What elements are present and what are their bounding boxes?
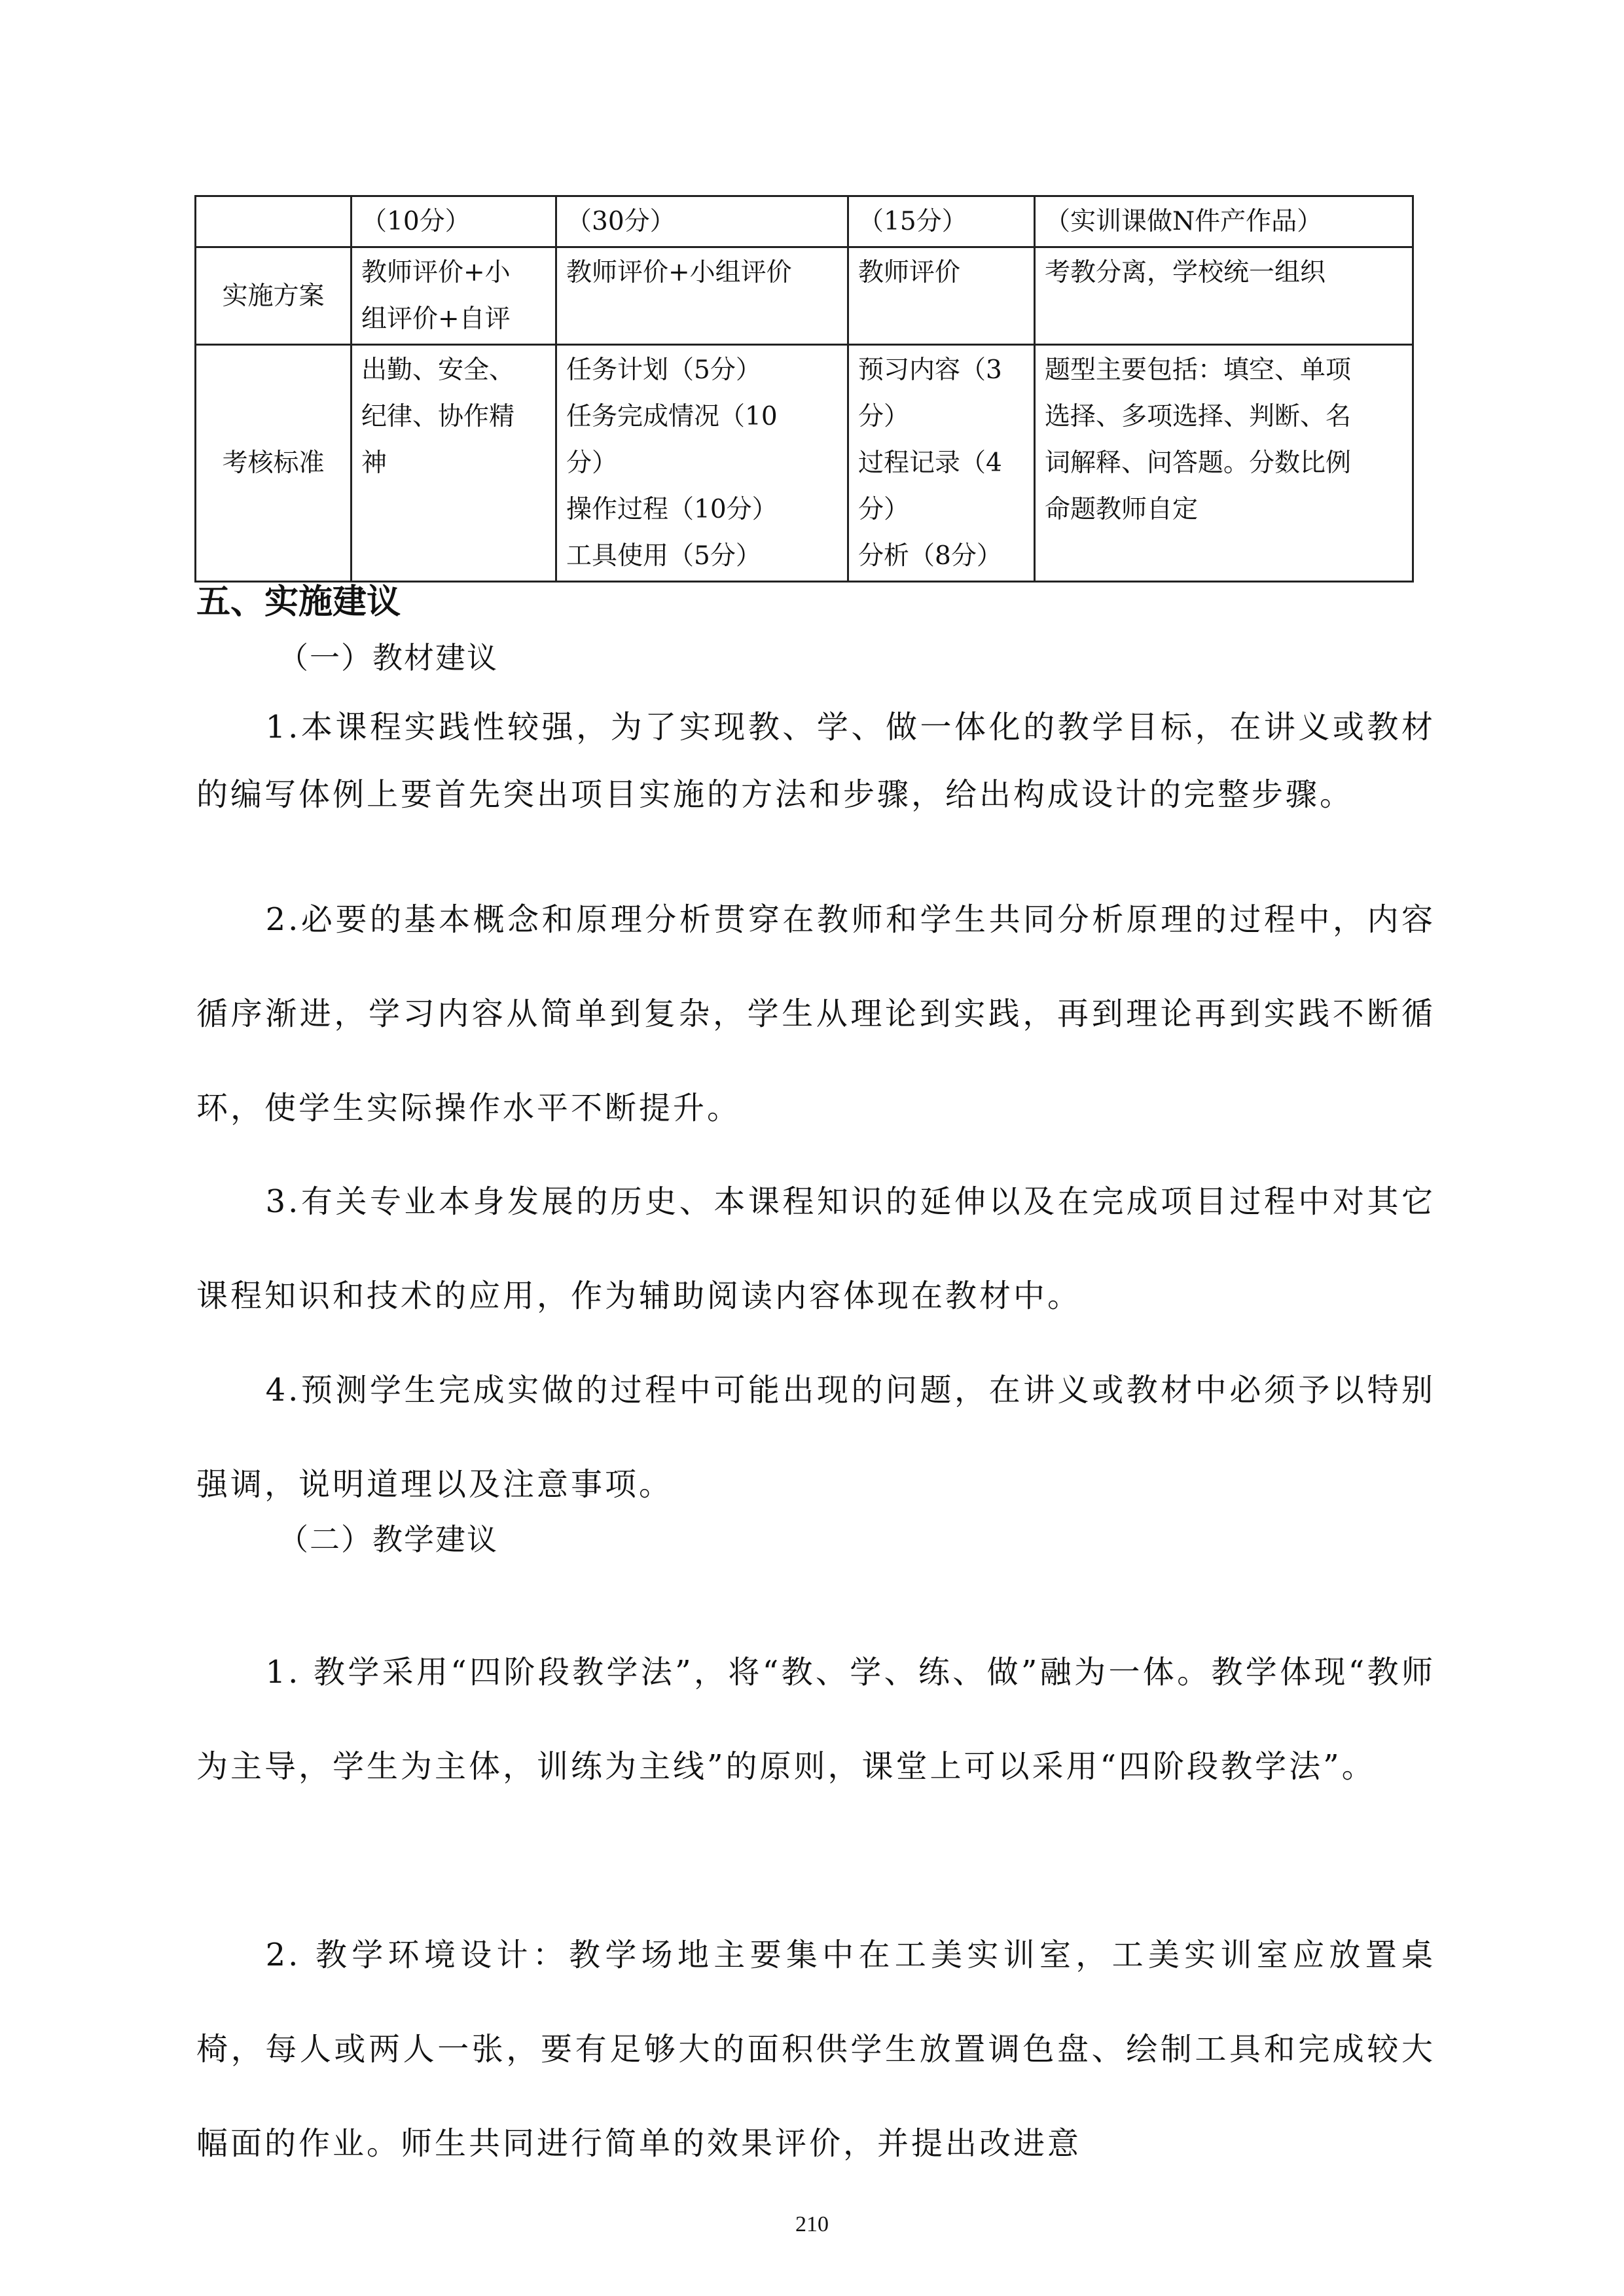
cell-text-line: 选择、多项选择、判断、名 — [1045, 402, 1352, 431]
cell-text-line: 分析（8分） — [858, 541, 1002, 571]
cell-text-line: 分） — [566, 448, 618, 478]
cell-text-line: 预习内容（3 — [858, 355, 1002, 385]
cell-text-line: 分） — [858, 495, 910, 524]
row-header-cell: 考核标准 — [196, 345, 352, 582]
cell-text-line: 过程记录（4 — [858, 448, 1002, 478]
cell-text-line: 词解释、问答题。分数比例 — [1045, 448, 1352, 478]
table-cell — [352, 345, 556, 582]
table-cell — [848, 345, 1035, 582]
subsection-title-teaching: （二）教学建议 — [278, 1522, 498, 1557]
subsection-title-textbook: （一）教材建议 — [278, 640, 498, 675]
table-cell — [352, 196, 556, 247]
assessment-table — [194, 195, 1414, 583]
table-cell — [848, 196, 1035, 247]
cell-text-line: （实训课做N件产作品） — [1045, 207, 1323, 236]
cell-text-line: （15分） — [858, 207, 967, 236]
table-cell — [848, 247, 1035, 345]
paragraph: 2.必要的基本概念和原理分析贯穿在教师和学生共同分析原理的过程中，内容循序渐进，学习内容从简单到复杂，学生从理论到实践，再到理论再到实践不断循环，使学生实际操作水平不断提升。 — [196, 901, 1435, 1126]
paragraph: 1.本课程实践性较强，为了实现教、学、做一体化的教学目标，在讲义或教材的编写体例上要首先突出项目实施的方法和步骤，给出构成设计的完整步骤。 — [196, 709, 1435, 813]
paragraph: 3.有关专业本身发展的历史、本课程知识的延伸以及在完成项目过程中对其它课程知识和技术的应用，作为辅助阅读内容体现在教材中。 — [196, 1183, 1435, 1314]
paragraph: 4.预测学生完成实做的过程中可能出现的问题，在讲义或教材中必须予以特别强调，说明道理以及注意事项。 — [196, 1372, 1435, 1503]
table-cell — [556, 196, 848, 247]
cell-text-line: 纪律、协作精 — [361, 402, 515, 431]
cell-text-line: 操作过程（10分） — [566, 495, 778, 524]
cell-text-line: 考教分离，学校统一组织 — [1045, 258, 1326, 287]
cell-text-line: 题型主要包括：填空、单项 — [1045, 355, 1352, 385]
cell-text-line: 分） — [858, 402, 910, 431]
table-cell — [556, 345, 848, 582]
table-cell — [556, 247, 848, 345]
table-cell — [352, 247, 556, 345]
section-title: 五、实施建议 — [196, 583, 401, 622]
cell-text-line: 教师评价 — [858, 258, 961, 287]
table-cell — [1035, 345, 1413, 582]
cell-text-line: 组评价+自评 — [361, 304, 511, 334]
paragraph: 2. 教学环境设计：教学场地主要集中在工美实训室，工美实训室应放置桌椅，每人或两人一张，要有足够大的面积供学生放置调色盘、绘制工具和完成较大幅面的作业。师生共同进行简单的效果评价，并提出改进意 — [196, 1937, 1435, 2162]
cell-text-line: （10分） — [361, 207, 471, 236]
table-row — [196, 196, 1413, 247]
cell-text-line: 任务完成情况（10 — [566, 402, 778, 431]
cell-text-line: 工具使用（5分） — [566, 541, 761, 571]
table-row — [196, 345, 1413, 582]
cell-text-line: 出勤、安全、 — [361, 355, 515, 385]
table-cell — [1035, 247, 1413, 345]
row-header-cell: 实施方案 — [196, 247, 352, 345]
table-cell — [1035, 196, 1413, 247]
row-header-cell — [196, 196, 352, 247]
cell-text-line: 教师评价+小 — [361, 258, 511, 287]
cell-text-line: 神 — [361, 448, 388, 478]
cell-text-line: 任务计划（5分） — [566, 355, 761, 385]
table-row — [196, 247, 1413, 345]
cell-text-line: 命题教师自定 — [1045, 495, 1199, 524]
paragraph: 1. 教学采用“四阶段教学法”，将“教、学、练、做”融为一体。教学体现“教师为主导，学生为主体，训练为主线”的原则，课堂上可以采用“四阶段教学法”。 — [196, 1654, 1435, 1785]
page-number: 210 — [795, 2212, 829, 2236]
cell-text-line: （30分） — [566, 207, 676, 236]
cell-text-line: 教师评价+小组评价 — [566, 258, 792, 287]
